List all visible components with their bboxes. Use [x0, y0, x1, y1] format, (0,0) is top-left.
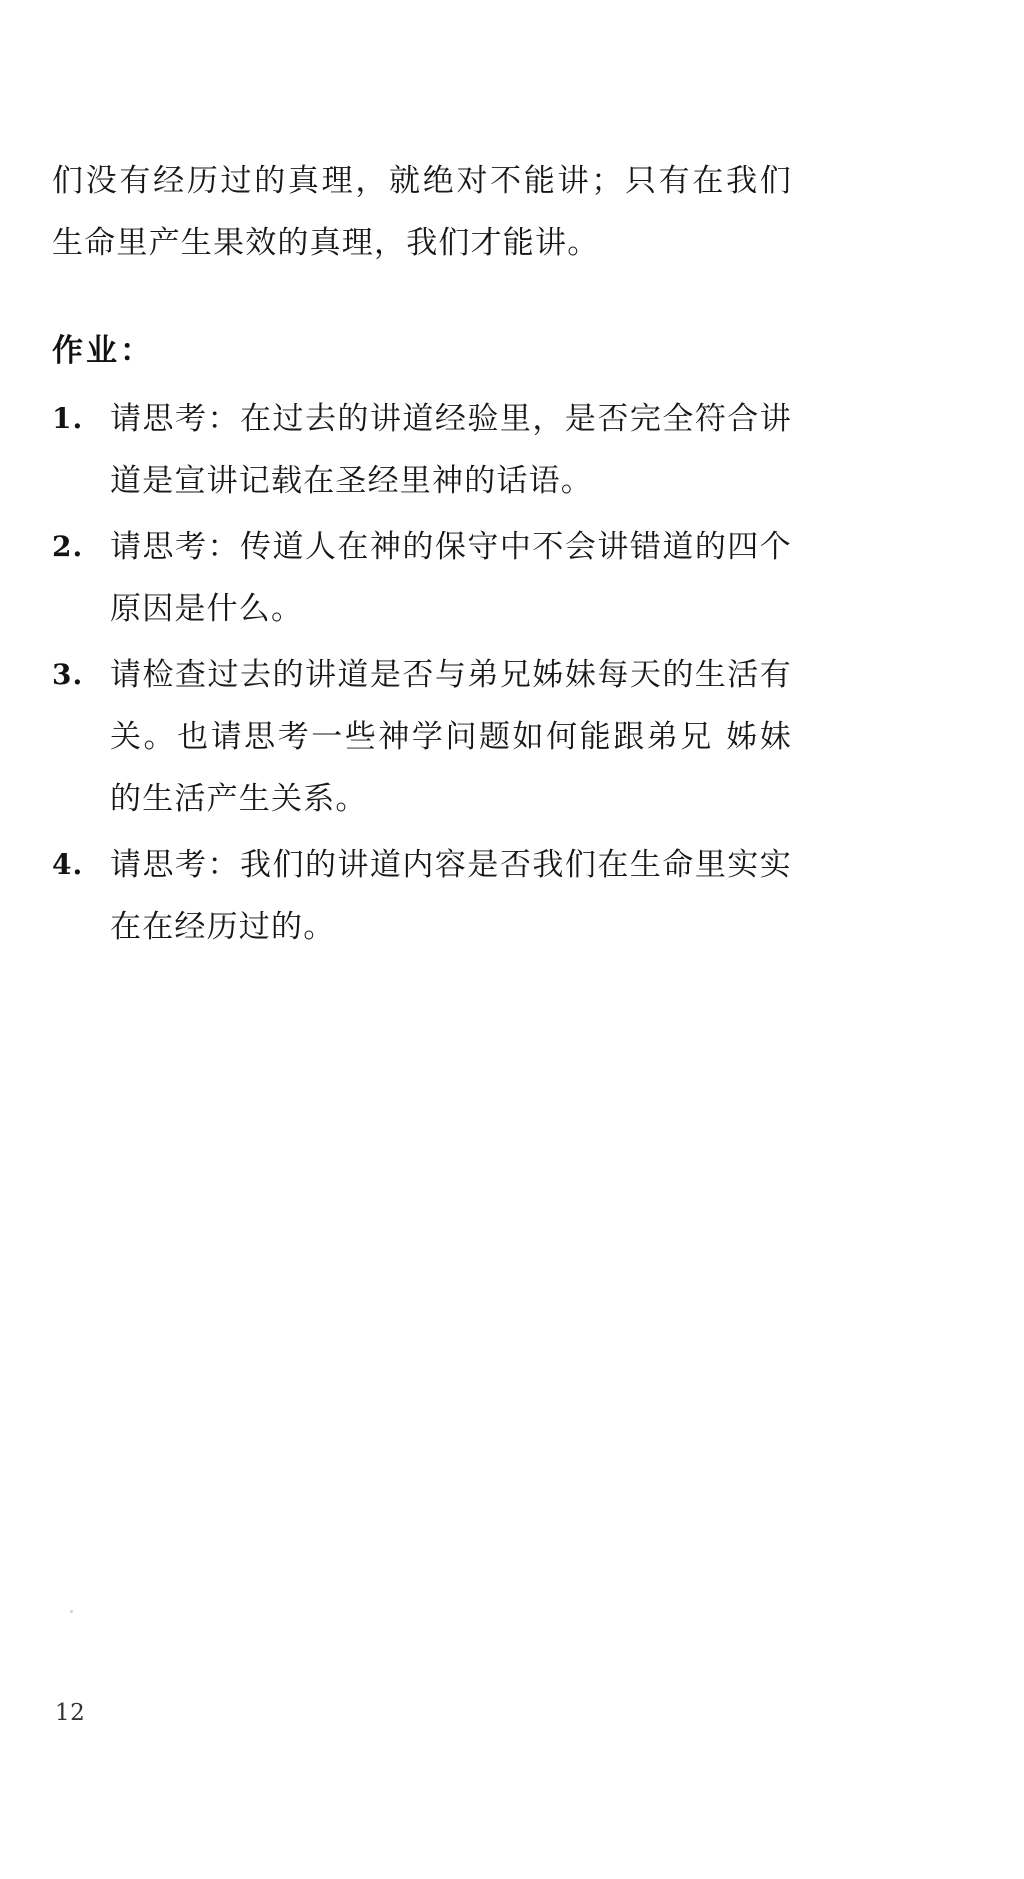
page-number: 12 — [55, 1700, 86, 1726]
page-content — [52, 150, 792, 962]
list-item-number: 4. — [52, 848, 84, 881]
list-item — [52, 388, 792, 512]
list-item-text: 请思考：在过去的讲道经验里，是否完全符合讲道是宣讲记载在圣经里神的话语。 — [110, 401, 792, 499]
assignment-list — [52, 388, 792, 958]
list-item — [52, 834, 792, 958]
list-item-text: 请检查过去的讲道是否与弟兄姊妹每天的生活有关。也请思考一些神学问题如何能跟弟兄 姊妹的生活产生关系。 — [110, 657, 792, 817]
list-item-number: 1. — [52, 402, 84, 435]
body-paragraph: 们没有经历过的真理，就绝对不能讲；只有在我们生命里产生果效的真理，我们才能讲。 — [52, 163, 792, 261]
list-item — [52, 644, 792, 830]
list-item-text: 请思考：传道人在神的保守中不会讲错道的四个原因是什么。 — [110, 529, 792, 627]
list-item-number: 2. — [52, 530, 84, 563]
section-heading-assignment: 作业： — [52, 333, 154, 369]
list-item — [52, 516, 792, 640]
list-item-number: 3. — [52, 658, 84, 691]
list-item-text: 请思考：我们的讲道内容是否我们在生命里实实在在经历过的。 — [110, 847, 792, 945]
page-speck — [70, 1610, 73, 1613]
